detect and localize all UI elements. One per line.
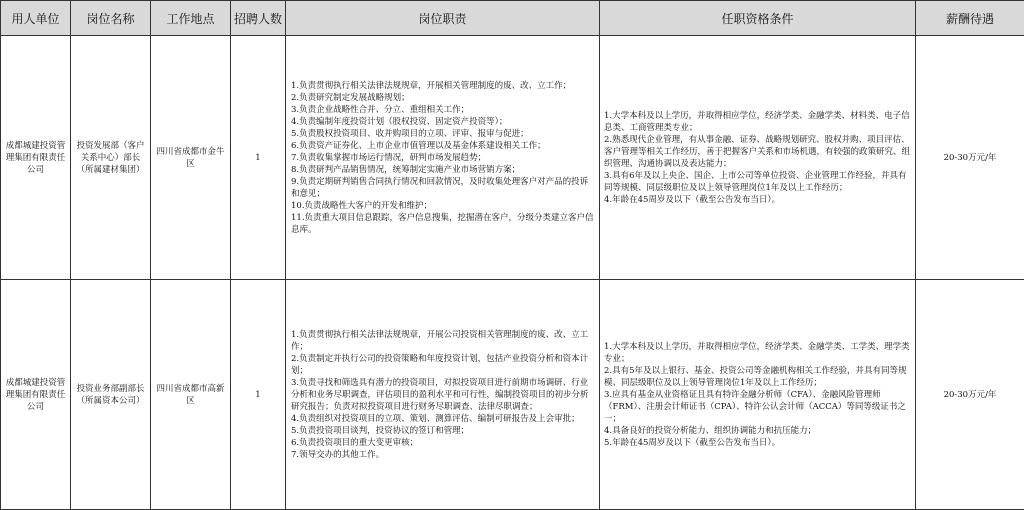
- position-title: 投资发展部（客户关系中心）部长: [76, 140, 145, 163]
- header-position: 岗位名称: [71, 1, 151, 36]
- qualification-item: 5.年龄在45周岁及以下（截至公告发布当日）。: [604, 437, 781, 448]
- salary-cell: 20-30万元/年: [916, 36, 1024, 280]
- duty-item: 7.负责收集掌握市场运行情况，研判市场发展趋势；: [291, 152, 487, 163]
- duty-item: 11.负责重大项目信息跟踪，客户信息搜集，挖掘潜在客户，分级分类建立客户信息库。: [291, 212, 594, 235]
- unit-cell: 成都城建投资管理集团有限责任公司: [1, 36, 71, 280]
- qualification-item: 3.应具有基金从业资格证且具有特许金融分析师（CFA）、金融风险管理师（FRM）、注册会计师证书（CPA）、特许公认会计师（ACCA）等同等级证书之一；: [604, 389, 906, 424]
- qualifications-cell: [600, 280, 916, 510]
- header-location: 工作地点: [151, 1, 231, 36]
- header-duties: 岗位职责: [286, 1, 600, 36]
- duty-item: 1.负责贯彻执行相关法律法规规章，开展相关管理制度的废、改、立工作；: [291, 80, 572, 91]
- table-row: [1, 36, 1024, 280]
- qualification-item: 1.大学本科及以上学历，并取得相应学位，经济学类、金融学类、材料类、电子信息类、工商管理类专业；: [604, 110, 910, 133]
- duty-item: 4.负责组织对投资项目的立项、策划、测算评估、编制可研报告及上会审批；: [291, 413, 580, 424]
- duty-item: 6.负责资产证券化、上市企业市值管理以及基金体系建设相关工作；: [291, 140, 546, 151]
- duties-cell: [286, 36, 600, 280]
- qualification-item: 1.大学本科及以上学历，并取得相应学位，经济学类、金融学类、工学类、理学类专业；: [604, 341, 910, 364]
- qualification-item: 3.具有6年及以上央企、国企、上市公司等单位投资、企业管理工作经验，并具有同等规模、同层级职位及以上领导管理岗位1年及以上工作经历；: [604, 170, 907, 193]
- unit-cell: 成都城建投资管理集团有限责任公司: [1, 280, 71, 510]
- position-note: （所属资本公司）: [76, 395, 145, 406]
- headcount-cell: 1: [231, 36, 286, 280]
- duty-item: 3.负责企业战略性合并、分立、重组相关工作；: [291, 104, 470, 115]
- duty-item: 6.负责投资项目的重大变更审核；: [291, 437, 419, 448]
- duties-cell: [286, 280, 600, 510]
- duty-item: 10.负责战略性大客户的开发和维护；: [291, 200, 433, 211]
- qualification-item: 4.具备良好的投资分析能力、组织协调能力和抗压能力；: [604, 425, 817, 436]
- salary-cell: 20-30万元/年: [916, 280, 1024, 510]
- header-salary: 薪酬待遇: [916, 1, 1024, 36]
- header-unit: 用人单位: [1, 1, 71, 36]
- duty-item: 7.领导交办的其他工作。: [291, 449, 385, 460]
- qualification-item: 4.年龄在45周岁及以下（截至公告发布当日）。: [604, 194, 781, 205]
- duty-item: 2.负责研究制定发展战略规划；: [291, 92, 410, 103]
- position-cell: [71, 280, 151, 510]
- duty-item: 5.负责股权投资项目、收并购项目的立项、评审、报审与促进；: [291, 128, 529, 139]
- header-headcount: 招聘人数: [231, 1, 286, 36]
- position-note: （所属建材集团）: [76, 164, 145, 175]
- table-row: [1, 280, 1024, 510]
- position-cell: [71, 36, 151, 280]
- headcount-cell: 1: [231, 280, 286, 510]
- location-cell: 四川省成都市金牛区: [151, 36, 231, 280]
- duty-item: 9.负责定期研判销售合同执行情况和回款情况，及时收集处理客户对产品的投诉和意见；: [291, 176, 589, 199]
- duty-item: 1.负责贯彻执行相关法律法规规章，开展公司投资相关管理制度的废、改、立工作；: [291, 329, 589, 352]
- duty-item: 3.负责寻找和筛选具有潜力的投资项目，对拟投资项目进行前期市场调研、行业分析和业务尽职调查，评估项目的盈利水平和可行性，编制投资项目的初步分析研究报告；负责对拟投资项目进行财务尽职调查、法律尽职调查；: [291, 377, 589, 412]
- qualifications-cell: [600, 36, 916, 280]
- duty-item: 4.负责编制年度投资计划（股权投资、固定资产投资等）；: [291, 116, 508, 127]
- duty-item: 5.负责投资项目谈判，投资协议的签订和管理；: [291, 425, 470, 436]
- header-row: [1, 1, 1024, 36]
- duty-item: 2.负责制定并执行公司的投资策略和年度投资计划，包括产业投资分析和资本计划；: [291, 353, 589, 376]
- qualification-item: 2.具有5年及以上银行、基金、投资公司等金融机构相关工作经验，并具有同等规模、同层级职位及以上领导管理岗位1年及以上工作经历；: [604, 365, 907, 388]
- location-cell: 四川省成都市高新区: [151, 280, 231, 510]
- header-qualifications: 任职资格条件: [600, 1, 916, 36]
- position-title: 投资业务部副部长: [76, 383, 145, 394]
- duty-item: 8.负责研判产品销售情况，统筹制定实施产业市场营销方案；: [291, 164, 521, 175]
- qualification-item: 2.熟悉现代企业管理，有从事金融、证券、战略规划研究、股权并购、项目评估、客户管理等相关工作经历，善于把握客户关系和市场机遇，有较强的政策研究、组织管理、沟通协调以及表达能力；: [604, 134, 911, 169]
